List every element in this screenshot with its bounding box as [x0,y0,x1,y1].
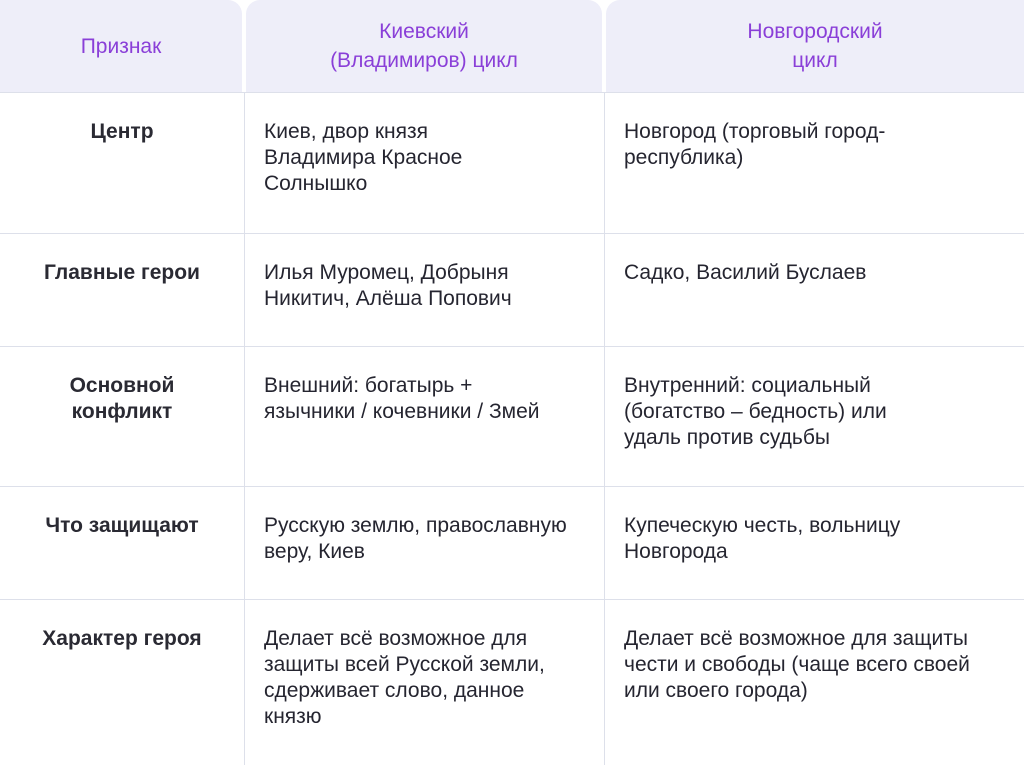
header-kiev-label: Киевский (Владимиров) цикл [330,20,518,72]
row-3-novgorod: Внутренний: социальный (богатство – бедность) или удаль против судьбы [604,346,1024,486]
row-2-kiev: Илья Муромец, Добрыня Никитич, Алёша Попович [244,233,604,346]
row-5-novgorod: Делает всё возможное для защиты чести и свободы (чаще всего своей или своего города) [604,599,1024,765]
header-novgorod-label: Новгородский цикл [747,20,883,72]
row-2-novgorod: Садко, Василий Буслаев [604,233,1024,346]
header-kiev-cycle [246,0,602,92]
row-4-kiev: Русскую землю, православную веру, Киев [244,486,604,599]
row-5-feature: Характер героя [0,599,244,765]
row-2-feature: Главные герои [0,233,244,346]
row-1-novgorod: Новгород (торговый город-республика) [604,92,1024,233]
header-feature-label: Признак [80,34,162,58]
row-3-kiev: Внешний: богатырь + язычники / кочевники / Змей [244,346,604,486]
header-novgorod-cycle [606,0,1024,92]
header-feature [0,0,242,92]
row-1-feature: Центр [0,92,244,233]
row-1-kiev: Киев, двор князя Владимира Красное Солнышко [244,92,604,233]
row-3-feature: Основной конфликт [0,346,244,486]
row-5-kiev: Делает всё возможное для защиты всей Русской земли, сдерживает слово, данное князю [244,599,604,765]
row-4-novgorod: Купеческую честь, вольницу Новгорода [604,486,1024,599]
row-4-feature: Что защищают [0,486,244,599]
